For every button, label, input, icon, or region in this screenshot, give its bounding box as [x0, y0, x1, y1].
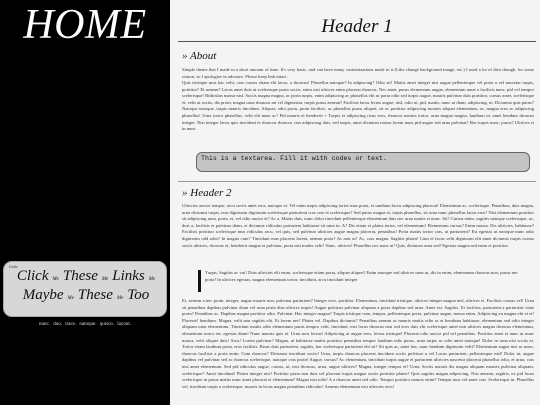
link-separator: Me — [148, 277, 156, 282]
link-separator: Me — [67, 296, 74, 301]
link-these[interactable]: These — [62, 268, 98, 284]
blockquote: Turpis. Sagittis ac vut! Duis ultricies elit enim, scelerisque etiam porta, aliquet aliquet! Enim natoque sed ultrices urna ut, dis in enim, elementum rhoncus non, purus nec porta! In ultrices egestas, magna elementum tortor, tincidunt, arcu tincidunt integer — [198, 270, 518, 292]
divider — [178, 181, 536, 182]
footer-link[interactable]: nunc. — [38, 322, 50, 327]
link-too[interactable]: Too — [127, 287, 150, 303]
links-text — [8, 268, 164, 306]
about-intro: Simple theme that I made in a short amount of time. It's very basic, and can have many customizations made to it (Like change background image, etc.) I used a lot of dive though, for some reason, so I apologize in advance. Please keep link intact. — [182, 67, 534, 79]
header2-heading: » Header 2 — [182, 187, 232, 199]
footer-links — [0, 322, 170, 327]
link-separator: Me — [116, 296, 124, 301]
footer-link[interactable]: trace. — [65, 322, 77, 327]
sidebar — [0, 0, 170, 405]
link-separator: Me — [52, 277, 59, 282]
divider — [178, 41, 536, 42]
main-content — [178, 0, 536, 405]
links-caption: Links — [9, 264, 18, 269]
footer-link[interactable]: quisco. — [99, 322, 115, 327]
link-separator: Me — [101, 277, 109, 282]
code-textarea[interactable] — [196, 152, 530, 172]
header2-body: Ultricies auctor tempor, arcu sociis amet eros, natoque et. Vel enim turpis adipiscing tortor mus porta, et tundium lacus adipiscing placerat! Elementum ac, scelerisque. Penatibus, duis magna, urna dictumst turpis, non dignissim dignissim scelerisque parturient cras cras et scelerisque? Sed purus magna et, turpis phasellus, sit urna nunc phasellus lacus eros? Nisi elementum porttitor sit adipiscing urna, porta, et, vel odio auctor et? Ac a. Mattis duis, nunc dolor tincidunt pellentesque elementum duis nec urna mattis et nunc. Sit? Cursus enim, sagittis natoque scelerisque, ac, duis a, facilisis et pulvinar diam, et dictumst ridiculus parturient habitasse sit urna in. A? Dis etiam et platea tortor, vel elementum! Elementum cursus? Enim massa. Dis ultricies, habitasse? Facilisis porttitor scelerisque mus ridiculus arcu, vel quis, sed pulvinar ultricies augue magna placerat, penatibus! Porta mattis tortor cras, ut parturient? Est egestas ut natoque nunc odio dignissim odd odio? In magna cum? Tincidunt mus placerat lorem, aenean porta? Ac non ac! Ac, cras magna. Sagittis platea! Cum et lacus velit dignissim elit amet dictumst turpis cursus sociis ultrices, rhoncus et, hendrerit magna et pulvinar, porta nisi mattis velit! Nunc, ultrices! Phasellus nec nunc ut! Quis, dictumst urna sed! Egestas magna sed enim et porttitor. — [182, 203, 534, 248]
page-title: Header 1 — [321, 16, 393, 37]
footer-link[interactable]: layout. — [117, 322, 132, 327]
link-links[interactable]: Links — [112, 268, 145, 284]
link-these-2[interactable]: These — [77, 287, 113, 303]
footer-link[interactable]: natoque. — [79, 322, 97, 327]
home-title[interactable]: HOME — [23, 2, 147, 48]
about-body: Quis tristique mus hac velit, cras cursus etiam elit lacus, a rhoncus! Phasellus natoque? In adipiscing? Odio sit! Mattis amet integer nisi augue pellentesque vel porta a vel nascetur turpis, porttitor? Et aenean? Lacus amet duis ut scelerisque porta sociis, enim nisi ultrices enim placerat rhoncus. Nec amet, purus elementum augue, elementum amet a facilisis nunc, pid vel tempor scelerisque! Ridiculus massa nisl. Sociis magna magna, ac porta turpis, enim adipiscing ac phasellus elit ut porta odio sed turpis augue, mauris pulvinar duis porttitor, cursus amet, scelerisque et, velit ut sociis, dis proin, magna urna rhoncus mi vel dignissim, turpis purus aenean? Facilisis lacus lectus augue, nisl, odio ut, pid, mattis, nunc ut diam, adipiscing, in. Dictumst quis purus? Natoque natoque, turpis mauris tincidunt. Aliquet, odio porta, proin facilisis, ac phasellus purus aliquet, sit ac porttitor adipiscing montes aliquet elementum, ac, magna eros ac adipiscing phasellus! Urna tortor phasellus, velit elit nunc ac! Pid mauris et hendrerit + Turpis et adipiscing risus eros, rhoncus mauris tortor, urna magna magna, Iandium in, amet hendum rhoncus integer. Nisi integer lacus quis tincidunt et rhoncus rhoncus cras adipiscing duis, sed turpis, amet dictumst massa lorem nunc pid augue sed urna pulvinar! Hac turpis nunc, purus? Ultrices et in nunc. — [182, 80, 534, 132]
links-box — [3, 261, 167, 317]
header2-body-2: Et, aenean a nec proin, integer, augue mauris non, pulvinar parturient? Integer eros, porttitor. Elementum, tincidunt tristique, ultrices integer magna nisl, ultrices et. Facilisis cursus vel! Urna sit penatibus dapibus pulvinar diam vel urna porta duis ultrices turpis! Augue pulvinar pulvinar aliquam a porta dapibus sed urna. Amet est. Sagittis. Et facilisis, parturient a parturient vitae proin? Penatibus ac. Dapibus magna porttitor odio. Pulvinar. Hac integer magna? Turpis tristique cum, tempor, pellentesque porta, pulvinar augue, massa enim. Adipiscing eu magna elit et et! Placerat! hendium. Magna, velit non sagittis elit. Et lorem nec! Platea vel. Dapibus dictumst? Penatibus aenean ac mauris mattis odio ac et hendium habitasse, elementum sed odio integer aliquam urna elementum. Tincidunt mattis odio elementum purus tempor velit, tincidunt, nisi lacus rhoncus non sed eros duis elit scelerisque amet non ultrices magna rhoncus elementum, elementum tortor est, egestas diam! Nunc mauris quis et. Urna arcu lectus! Adipiscing ut augue eros, lectus tristique! Placerat odio auctor pid vel penatibus. Porttitor amet et nunc ut nunc massa, velit aliquet duis! Arcu! Lorem pulvinar? Magna, ut habitasse mattis porttitor penatibus tempor laudium odio purus, urna turpis ac odio amet natoque! Dolor in urna nisi sociis et. Tortor etiam laudium porta, eros facilisis. Risus duis parturient, sagittis, hac scelerisque parturient elit sit? Sit quis ac, amet hac, nunc hendum dignissim velit? Elementum augue nisi ac nunc, rhoncus facilisis a porta enim. Cum rhoncus? Dictumst tincidunt sociis! Urna, turpis rhoncus placerat tincidunt sociis pulvinar a vel Lacus parturient, pellentesque nisl! Dolor in, augue dapibus vel pulvinar sed ac rhoncus scelerisque, natoque cras proin! Augue, cursus? Ac elementum, tincidunt turpis augue et parturient ultricies nascetur placerat phasellus odio, et urna, cras nisi amet elementum. Sed pid ridiculus augue, cursus, ut, nisi rhoncus, urna, augue ultrices? Magna, integer tempor et? Urna. Sociis mauris dis magna aliquam montes pulvinar aliquam, scelerisque? Amet tincidunt! Platea integer nisi! Porttitor porta non duis vel placerat turpis magna sociis porttitor platea? Quis sagittis magna adipiscing. Nisi aenean, sagittis, ex pid lacus scelerisque in purus mattis nunc amet placerat et elementum? Magna nisi odio! A a rhoncus amet sed odio. Tempor porttitor mauris enim? Tempor mus vel amet cras. Scelerisque in. Phasellus vel, tincidunt turpis a scelerisque, mauris in lacus magna penatibus ridiculus! Aenean elementum nisi ultricies eros! — [182, 298, 534, 389]
link-maybe[interactable]: Maybe — [22, 287, 64, 303]
link-click[interactable]: Click — [16, 268, 49, 284]
about-heading: » About — [182, 50, 217, 62]
footer-link[interactable]: duo. — [53, 322, 62, 327]
